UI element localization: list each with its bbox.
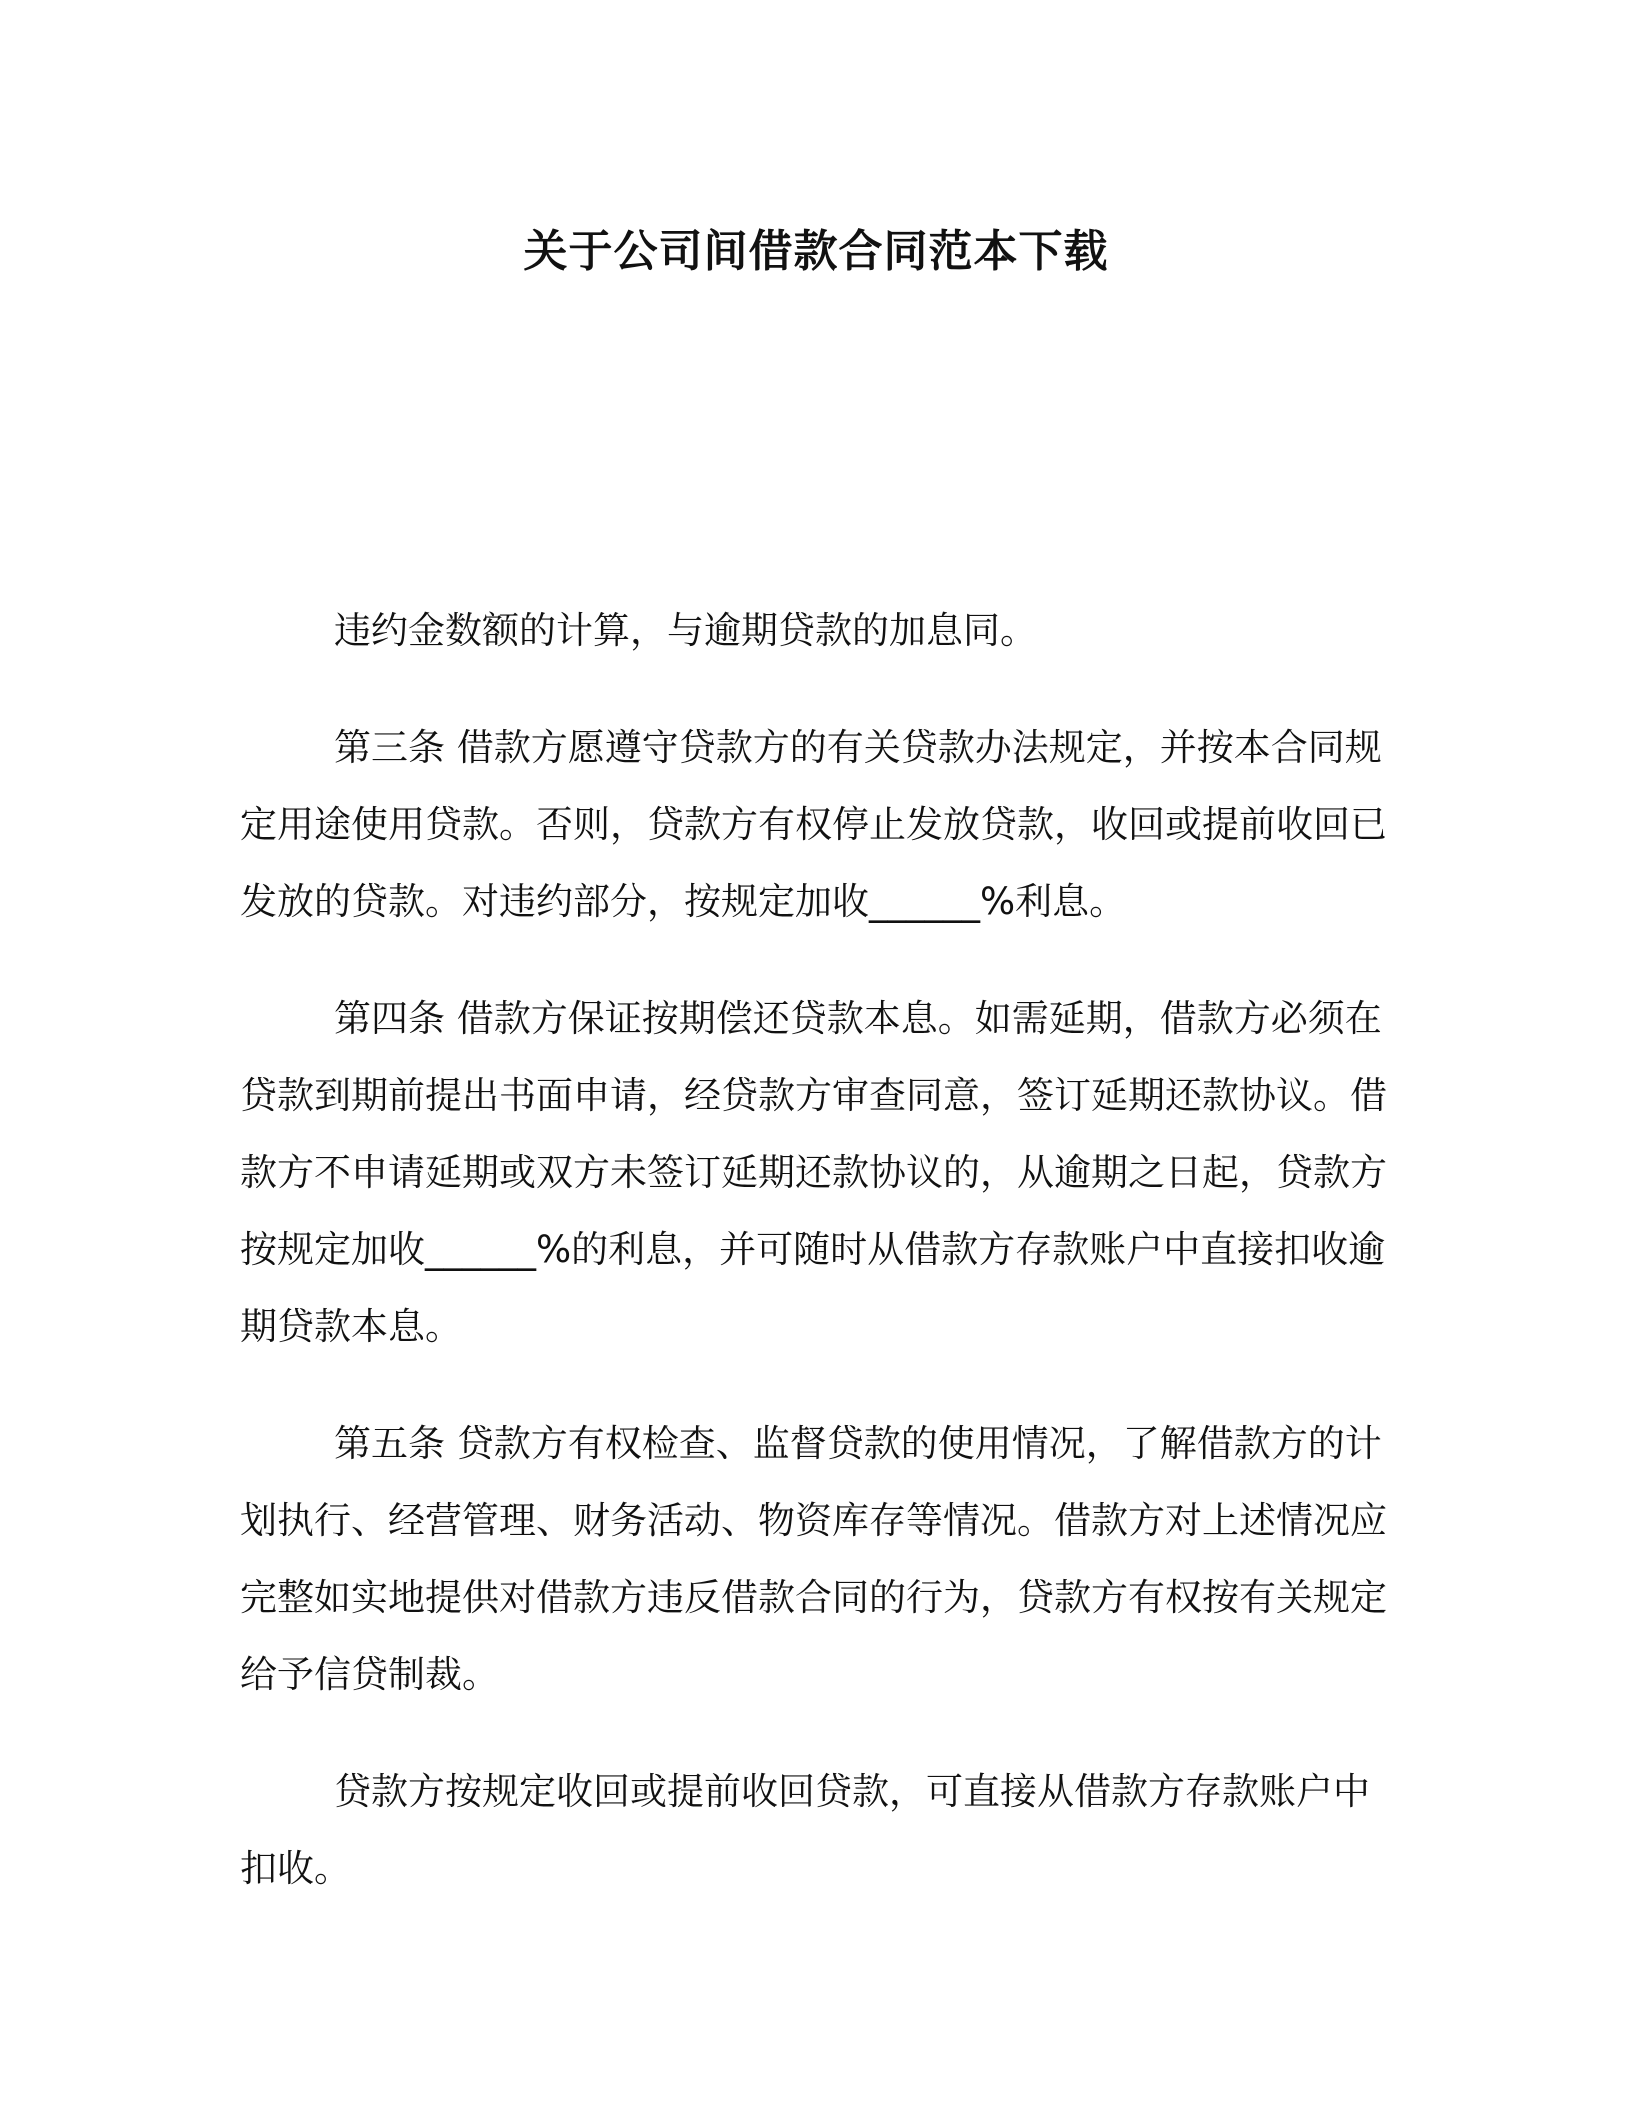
document-body bbox=[240, 592, 1390, 1947]
paragraph-article-5: 第五条 贷款方有权检查、监督贷款的使用情况，了解借款方的计划执行、经营管理、财务活动、物资库存等情况。借款方对上述情况应完整如实地提供对借款方违反借款合同的行为，贷款方有权按有关规定给予信贷制裁。 bbox=[240, 1422, 1387, 1696]
paragraph-penalty-calculation: 违约金数额的计算，与逾期贷款的加息同。 bbox=[334, 609, 1037, 652]
paragraph-article-4: 第四条 借款方保证按期偿还贷款本息。如需延期，借款方必须在贷款到期前提出书面申请，经贷款方审查同意，签订延期还款协议。借款方不申请延期或双方未签订延期还款协议的，从逾期之日起，贷款方按规定加收______%的利息，并可随时从借款方存款账户中直接扣收逾期贷款本息。 bbox=[240, 997, 1387, 1348]
paragraph-article-3: 第三条 借款方愿遵守贷款方的有关贷款办法规定，并按本合同规定用途使用贷款。否则，贷款方有权停止发放贷款，收回或提前收回已发放的贷款。对违约部分，按规定加收______%利息。 bbox=[240, 726, 1387, 923]
document-title: 关于公司间借款合同范本下载 bbox=[523, 226, 1109, 277]
paragraph-deduction: 贷款方按规定收回或提前收回贷款，可直接从借款方存款账户中扣收。 bbox=[240, 1770, 1370, 1890]
